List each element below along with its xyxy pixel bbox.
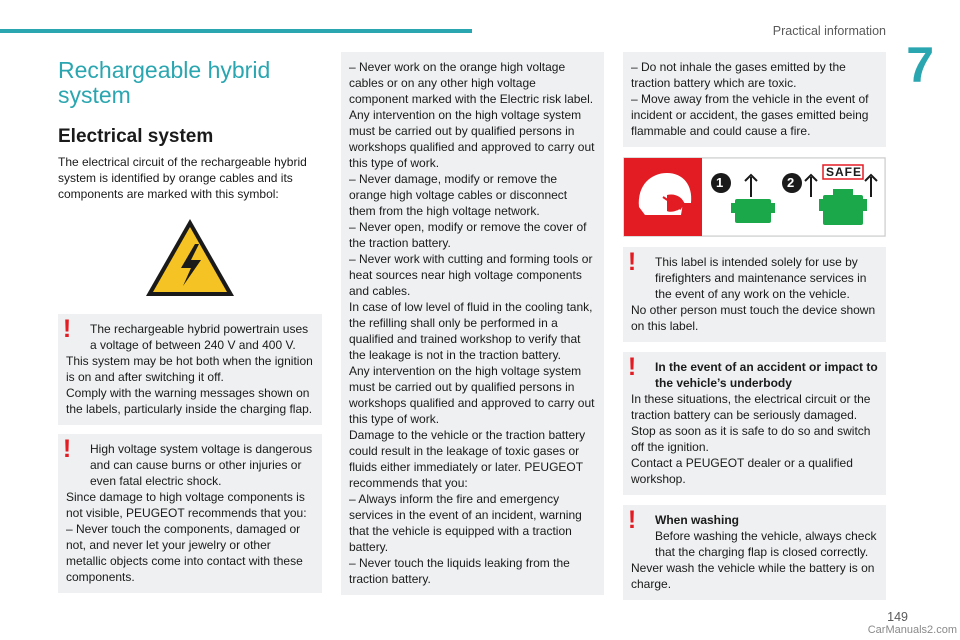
section-title: Rechargeable hybrid system	[58, 57, 271, 108]
warning-title: In the event of an accident or impact to the vehicle’s underbody	[655, 360, 878, 390]
warning-text: In these situations, the electrical circuit or the traction battery can be seriously damaged.	[631, 392, 871, 422]
paragraph: – Never damage, modify or remove the orange high voltage cables or disconnect them from the high voltage network.	[349, 172, 568, 218]
header-title: Practical information	[772, 24, 886, 38]
warning-text: No other person must touch the device shown on this label.	[631, 303, 876, 333]
warning-text: Stop as soon as it is safe to do so and switch off the ignition.	[631, 424, 871, 454]
label-number-2: 2	[787, 175, 795, 190]
label-number-1: 1	[716, 175, 724, 190]
warning-box-accident	[623, 352, 886, 495]
warning-icon: !	[627, 248, 637, 276]
watermark: CarManuals2.com	[867, 624, 957, 636]
warning-text: This label is intended solely for use by firefighters and maintenance services in the event of any work on the vehicle.	[655, 255, 867, 301]
warning-icon: !	[62, 435, 72, 463]
warning-icon: !	[627, 506, 637, 534]
paragraph: – Move away from the vehicle in the event of incident or accident, the gases emitted being flammable and could cause a fire.	[631, 92, 869, 138]
warning-box-label-use	[623, 247, 886, 342]
paragraph: Any intervention on the high voltage system must be carried out by qualified persons in workshops qualified and approved to carry out this type of work.	[349, 108, 595, 170]
paragraph: – Always inform the fire and emergency services in the event of an incident, warning that the vehicle is equipped with a traction battery.	[349, 492, 582, 554]
warning-text: High voltage system voltage is dangerous and can cause burns or other injuries or even fatal electric shock.	[90, 442, 313, 488]
page-number: 149	[887, 610, 908, 624]
paragraph: – Never open, modify or remove the cover of the traction battery.	[349, 220, 587, 250]
warning-icon: !	[62, 315, 72, 343]
battery-unit-icon	[735, 199, 771, 223]
battery-unit-icon	[823, 195, 863, 225]
column-2	[341, 52, 604, 595]
paragraph: Any intervention on the high voltage system must be carried out by qualified persons in workshops qualified and approved to carry out this type of work.	[349, 364, 595, 426]
chapter-number: 7	[906, 37, 934, 93]
warning-text: Comply with the warning messages shown on the labels, particularly inside the charging flap.	[66, 386, 313, 416]
warning-box-washing	[623, 505, 886, 600]
warning-title: When washing	[655, 513, 739, 527]
warning-text: Contact a PEUGEOT dealer or a qualified workshop.	[631, 456, 853, 486]
header-accent-bar	[0, 29, 472, 33]
warning-text: Never wash the vehicle while the battery is on charge.	[631, 561, 875, 591]
paragraph: – Never touch the liquids leaking from the traction battery.	[349, 556, 570, 586]
warning-text: This system may be hot both when the ignition is on and after switching it off.	[66, 354, 313, 384]
warning-text: Before washing the vehicle, always check that the charging flap is closed correctly.	[655, 529, 877, 559]
warning-icon: !	[627, 353, 637, 381]
high-voltage-icon	[143, 216, 237, 300]
label-safe-text: SAFE	[826, 165, 863, 179]
paragraph: – Do not inhale the gases emitted by the traction battery which are toxic.	[631, 60, 846, 90]
gas-warning-box	[623, 52, 886, 147]
paragraph: – Never work with cutting and forming tools or heat sources near high voltage components and cables.	[349, 252, 593, 298]
paragraph: – Never work on the orange high voltage cables or on any other high voltage component marked with the Electric risk label.	[349, 60, 594, 106]
warning-text: Since damage to high voltage components is not visible, PEUGEOT recommends that you:	[66, 490, 307, 520]
warning-text: – Never touch the components, damaged or not, and never let your jewelry or other metallic objects come into contact with these components.	[66, 522, 303, 584]
intro-text: The electrical circuit of the rechargeable hybrid system is identified by orange cables and its components are marked with this symbol:	[58, 155, 307, 201]
column-1	[58, 52, 322, 593]
paragraph: Damage to the vehicle or the traction battery could result in the leakage of toxic gases or fluids either immediately or later. PEUGEOT recommends that you:	[349, 428, 586, 490]
paragraph: In case of low level of fluid in the cooling tank, the refilling shall only be performed in a qualified and trained workshop to verify that the leakage is not in the traction battery.	[349, 300, 593, 362]
column-3	[623, 52, 886, 600]
warning-text: The rechargeable hybrid powertrain uses a voltage of between 240 V and 400 V.	[90, 322, 309, 352]
warning-box-danger	[58, 434, 322, 593]
firefighter-label-image	[623, 157, 886, 237]
subheading-electrical-system: Electrical system	[58, 126, 214, 147]
instructions-box	[341, 52, 604, 595]
warning-box-voltage	[58, 314, 322, 425]
